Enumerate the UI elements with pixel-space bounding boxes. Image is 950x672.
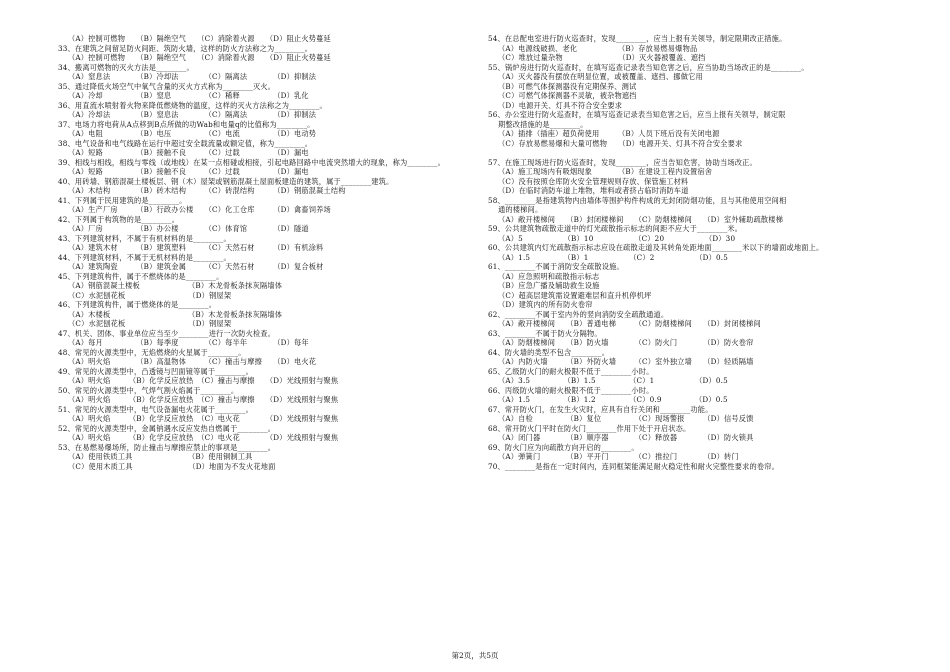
answer-options-line: （C）没有按照仓库防火安全管理规则存放、保管施工材料 <box>498 176 689 186</box>
answer-options-line: （A）建筑木材 （B）建筑塑料 （C）天然石材 （D）有机涂料 <box>68 243 324 252</box>
answer-options-line: （A）施工现场内有吸烟现象 （B）在建设工程内设置宿舍 <box>498 167 713 176</box>
question-line: 37、电场力将电荷从A点移到B点所做的功Wab和电量q的比值称为________。 <box>58 119 315 129</box>
question-line: 51、常见的火源类型中，电气设备漏电火花属于________。 <box>58 404 254 414</box>
answer-options-line: （A）敞开楼梯间 （B）封闭楼梯间 （C）防烟楼梯间 （D）室外辅助疏散楼梯 <box>498 214 784 224</box>
answer-options-line: （A）钢筋混凝土楼板 （B）木龙骨板条抹灰隔墙体 <box>68 281 283 290</box>
answer-options-line: （A）内防火墙 （B）外防火墙 （C）室外独立墙 （D）轻质隔墙 <box>498 357 754 366</box>
question-line: 39、相线与相线，相线与零线（或地线）在某一点相碰或相接，引起电路回路中电流突然增大的现象，称为________。 <box>58 157 446 167</box>
answer-options-line: （C）超高层建筑需设置避难层和直升机停机坪 <box>498 290 652 300</box>
answer-options-line: （A）控制可燃物 （B）隔绝空气 （C）消除着火源 （D）阻止火势蔓延 <box>68 34 331 43</box>
question-line: 53、在易燃易爆场所，防止撞击与摩擦应禁止的事项是________。 <box>58 442 276 452</box>
answer-options-line: （A）弹簧门 （B）平开门 （C）推拉门 （D）转门 <box>498 452 739 461</box>
question-line: 58、________是指建筑物内由墙体等围护构件构成的无封闭防烟功能，且与其他使用空间相 <box>488 195 787 205</box>
answer-options-line: （A）3.5 （B）1.5 （C）1 （D）0.5 <box>498 376 728 385</box>
question-line: 33、在建筑之间留足防火间距、筑防火墙，这样的防火方法称之为________。 <box>58 43 313 53</box>
question-line: 43、下列建筑材料，不属于有机材料的是________。 <box>58 233 231 243</box>
answer-options-line: （B）应急广播及辅助救生设施 <box>498 281 600 290</box>
question-line: 62、________不属于室内外的竖向消防安全疏散通道。 <box>488 309 669 319</box>
question-line: 44、下列建筑材料，不属于无机材料的是________。 <box>58 252 231 262</box>
answer-options-line: （A）木楼板 （B）木龙骨板条抹灰隔墙体 <box>68 309 283 319</box>
answer-options-line: （D）建筑内的所有防火卷帘 <box>498 300 593 309</box>
question-line: 41、下列属于民用建筑的是________。 <box>58 195 187 205</box>
question-line: 61、________不属于消防安全疏散设施。 <box>488 262 624 271</box>
answer-options-line: （D）在临时消防车道上堆物，堆料或者挤占临时消防车道 <box>498 186 689 195</box>
question-line: 42、下列属于构筑物的是________。 <box>58 214 180 224</box>
question-line: 40、用砖墙、钢筋混凝土楼板层、钢（木）屋架或钢筋混凝土屋面板建造的建筑，属于________建筑。 <box>58 176 394 186</box>
answer-options-line: （A）明火焰 （B）高温物体 （C）撞击与摩擦 （D）电火花 <box>68 357 317 366</box>
answer-options-line: （A）灭火器没有摆放在明显位置，或被覆盖、遮挡、挪做它用 <box>498 72 703 81</box>
left-column <box>58 34 470 471</box>
question-line: 69、防火门应为向疏散方向开启的________。 <box>488 442 639 452</box>
answer-options-line: （A）电阻 （B）电压 （C）电流 （D）电动势 <box>68 129 317 138</box>
answer-options-line: （A）明火焰 （B）化学反应放热 （C）电火花 （D）光线照射与聚焦 <box>68 433 339 442</box>
answer-options-line: （A）使用铁质工具 （B）使用铜制工具 <box>68 452 253 461</box>
answer-options-line: （A）每月 （B）每季度 （C）每半年 （D）每年 <box>68 338 309 347</box>
answer-options-line: （A）应急照明和疏散指示标志 <box>498 271 600 281</box>
answer-options-line: （A）明火焰 （B）化学反应放热 （C）撞击与摩擦 （D）光线照射与聚焦 <box>68 376 339 385</box>
answer-options-line: （A）窒息法 （B）冷却法 （C）隔离法 （D）抑制法 <box>68 72 317 81</box>
question-line: 55、锅炉房进行防火巡查时，在填写巡查记录表当知危害之后，应当协助当场改正的是________。 <box>488 62 809 72</box>
question-line: 60、公共建筑内灯光疏散指示标志应设在疏散走道及其转角处距地面________米以下的墙面或地面上。 <box>488 243 824 252</box>
question-line: 64、防火墙的类型不包含________。 <box>488 347 610 357</box>
answer-options-line: （C）水泥刨花板 （D）钢屋架 <box>68 319 232 328</box>
answer-options-line: （A）1.5 （B）1.2 （C）0.9 （D）0.5 <box>498 395 728 404</box>
answer-options-line: （A）建筑陶瓷 （B）建筑金属 （C）天然石材 （D）复合板材 <box>68 262 324 271</box>
answer-options-line: （A）控制可燃物 （B）隔绝空气 （C）消除着火源 （D）阻止火势蔓延 <box>68 53 331 62</box>
answer-options-line: （D）电源开关、灯具不符合安全要求 <box>498 100 623 110</box>
answer-options-line: （C）堆放过量杂物 （D）灭火器被覆盖、遮挡 <box>498 53 706 62</box>
question-line: 57、在施工现场进行防火巡查时，发现________，应当告知危害，协助当场改正。 <box>488 157 757 167</box>
answer-options-line: （A）敞开楼梯间 （B）普通电梯 （C）防烟楼梯间 （D）封闭楼梯间 <box>498 319 761 328</box>
question-line: 46、下列建筑构件，属于燃烧体的是________。 <box>58 300 217 309</box>
answer-options-line: （A）5 （B）10 （C）20 （D）30 <box>498 233 736 243</box>
question-line: 48、常见的火源类型中，无焰燃烧的火星属于________。 <box>58 347 246 357</box>
question-line: 34、搬离可燃物的灭火方法是________。 <box>58 62 194 72</box>
answer-options-line: （C）使用木质工具 （D）地面为不发火花地面 <box>68 461 276 471</box>
question-line: 50、常见的火源类型中，气焊气割火焰属于________。 <box>58 385 239 395</box>
question-line: 68、常开防火门平时在防火门________作用下处于开启状态。 <box>488 423 691 433</box>
question-line: 36、用直流水喷射着火物来降低燃烧物的温度，这样的灭火方法称之为________。 <box>58 100 327 110</box>
question-line: 70、________是指在一定时间内，连同框架能满足耐火稳定性和耐火完整性要求的卷帘。 <box>488 461 780 471</box>
answer-options-line: （A）厂房 （B）办公楼 （C）体育馆 （D）隧道 <box>68 224 309 233</box>
question-line: 66、丙级防火墙的耐火极限不低于________小时。 <box>488 385 654 395</box>
answer-options-line: （A）闭门器 （B）顺序器 （C）释放器 （D）防火锁具 <box>498 433 754 442</box>
answer-options-line: 通的楼梯间。 <box>498 205 543 214</box>
question-line <box>488 148 900 158</box>
question-line: 65、乙级防火门的耐火极限不低于________小时。 <box>488 366 654 376</box>
right-column <box>488 34 900 471</box>
answer-options-line: （B）可燃气体探测器没有定期保养、测试 <box>498 81 637 91</box>
answer-options-line: （A）冷却法 （B）窒息法 （C）隔离法 （D）抑制法 <box>68 110 317 119</box>
answer-options-line: （A）明火焰 （B）化学反应放热 （C）撞击与摩擦 （D）光线照射与聚焦 <box>68 395 339 404</box>
answer-options-line: （A）1.5 （B）1 （C）2 （D）0.5 <box>498 252 729 262</box>
answer-options-line: （A）防烟楼梯间 （B）防火墙 （C）防火门 （D）防火卷帘 <box>498 338 754 347</box>
question-line: 49、常见的火源类型中，凸透镜与凹面镜等属于________。 <box>58 366 254 376</box>
answer-options-line: （A）自检 （B）复位 （C）现场警报 （D）信号反馈 <box>498 414 754 423</box>
question-line: 63、________不属于防火分隔物。 <box>488 328 602 338</box>
question-line: 67、常开防火门，在发生火灾时，应具有自行关闭和________功能。 <box>488 404 713 414</box>
question-line: 59、公共建筑物疏散走道中的灯光疏散指示标志的间距不应大于________米。 <box>488 224 743 233</box>
answer-options-line: （C）存放易燃易爆和大量可燃物 （D）电源开关、灯具不符合安全要求 <box>498 138 743 148</box>
question-line: 47、机关、团体、事业单位应当至少________进行一次防火检查。 <box>58 328 276 338</box>
question-line: 45、下列建筑构件，属于不燃烧体的是________。 <box>58 271 224 281</box>
question-line: 52、常见的火源类型中，金属钠遇水反应发热自燃属于________。 <box>58 423 276 433</box>
answer-options-line: （A）明火焰 （B）化学反应放热 （C）电火花 （D）光线照射与聚焦 <box>68 414 339 423</box>
question-line: 54、在总配电室进行防火巡查时，发现________，应当上报有关领导，制定限期改正措施。 <box>488 34 787 43</box>
answer-options-line: （A）短路 （B）接触不良 （C）过载 （D）漏电 <box>68 148 309 157</box>
answer-options-line: （A）电源线破损、老化 （B）存放易燃易爆物品 <box>498 43 698 53</box>
answer-options-line: （A）短路 （B）接触不良 （C）过载 （D）漏电 <box>68 167 309 176</box>
question-line: 56、办公室进行防火巡查时，在填写巡查记录表当知危害之后，应当上报有关领导，制定限 <box>488 110 786 119</box>
answer-options-line: 期整改措施的是________。 <box>498 119 588 129</box>
answer-options-line: （C）水泥刨花板 （D）钢屋架 <box>68 290 232 300</box>
answer-options-line: （A）插排（插座）超负荷使用 （B）人员下班后没有关闭电源 <box>498 129 720 138</box>
answer-options-line: （A）冷却 （B）窒息 （C）稀释 （D）乳化 <box>68 91 309 100</box>
question-line: 35、通过降低火场空气中氧气含量的灭火方式称为________灭火。 <box>58 81 276 91</box>
answer-options-line: （A）生产厂房 （B）行政办公楼 （C）化工仓库 （D）禽畜饲养场 <box>68 205 331 214</box>
page-footer: 第2页，共5页 <box>451 651 499 660</box>
question-line: 38、电气设备和电气线路在运行中超过安全载流量或额定值，称为________。 <box>58 138 313 148</box>
answer-options-line: （C）可燃气体探测器不灵敏，被杂物遮挡 <box>498 91 637 100</box>
answer-options-line: （A）木结构 （B）砖木结构 （C）砖混结构 （D）钢筋混凝土结构 <box>68 186 346 195</box>
